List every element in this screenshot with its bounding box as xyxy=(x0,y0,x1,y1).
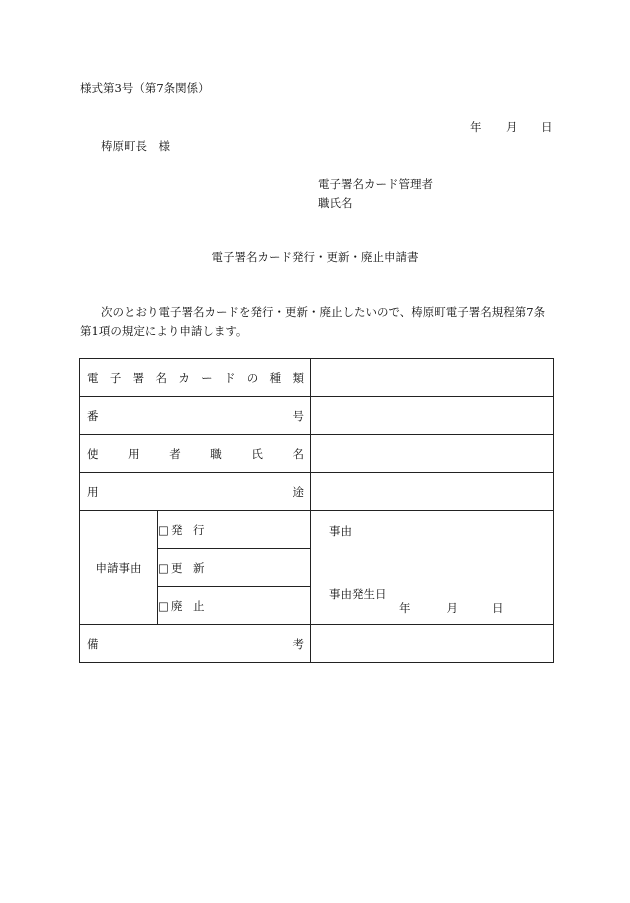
char: 途 xyxy=(292,484,304,499)
row-remarks xyxy=(80,625,554,663)
label-number xyxy=(80,397,311,435)
char: 備 xyxy=(87,636,99,651)
char: の xyxy=(246,370,259,385)
option-issue[interactable] xyxy=(158,511,311,549)
reason-detail-label: 事由 xyxy=(329,524,352,538)
option-renew[interactable] xyxy=(158,549,311,587)
option-char: 更 xyxy=(171,560,183,575)
char: 考 xyxy=(292,636,304,651)
char: 名 xyxy=(292,446,304,461)
checkbox-icon[interactable]: □ xyxy=(158,522,169,537)
char: 電 xyxy=(87,370,99,385)
occurrence-date-label: 事由発生日 xyxy=(329,587,387,601)
row-card-type xyxy=(80,359,554,397)
char: 氏 xyxy=(251,446,263,461)
char: 類 xyxy=(292,370,304,385)
field-card-type[interactable] xyxy=(311,359,554,397)
row-number xyxy=(80,397,554,435)
char: 用 xyxy=(128,446,140,461)
date-month-label: 月 xyxy=(506,120,518,134)
char: ド xyxy=(223,370,236,385)
char: 子 xyxy=(109,370,122,385)
label-user xyxy=(80,435,311,473)
option-abolish[interactable] xyxy=(158,587,311,625)
option-char: 行 xyxy=(193,522,205,537)
option-char: 新 xyxy=(193,560,205,575)
date-day-label: 日 xyxy=(541,120,553,134)
row-purpose xyxy=(80,473,554,511)
field-remarks[interactable] xyxy=(311,625,554,663)
label-purpose xyxy=(80,473,311,511)
checkbox-icon[interactable]: □ xyxy=(158,560,169,575)
application-table xyxy=(79,358,554,663)
date-year-label: 年 xyxy=(470,120,482,134)
occ-month: 月 xyxy=(446,601,458,615)
char: 用 xyxy=(87,484,99,499)
label-reason: 申請事由 xyxy=(80,511,158,625)
occ-day: 日 xyxy=(492,601,504,615)
char: 職 xyxy=(210,446,222,461)
char: 使 xyxy=(87,446,99,461)
issuer-name-label: 職氏名 xyxy=(318,196,353,210)
char: 番 xyxy=(87,408,99,423)
checkbox-icon[interactable]: □ xyxy=(158,598,169,613)
char: 名 xyxy=(155,370,167,385)
document-title: 電子署名カード発行・更新・廃止申請書 xyxy=(211,250,419,264)
option-char: 止 xyxy=(193,598,205,613)
reason-detail-cell[interactable] xyxy=(311,511,554,625)
form-number: 様式第3号（第7条関係） xyxy=(80,81,210,95)
field-number[interactable] xyxy=(311,397,554,435)
row-user xyxy=(80,435,554,473)
occ-year: 年 xyxy=(399,601,411,615)
addressee: 梼原町長 様 xyxy=(101,139,170,153)
field-user[interactable] xyxy=(311,435,554,473)
char: 者 xyxy=(169,446,181,461)
field-purpose[interactable] xyxy=(311,473,554,511)
option-char: 発 xyxy=(171,522,183,537)
issuer-block xyxy=(318,175,433,213)
char: カ xyxy=(178,370,190,385)
char: 署 xyxy=(132,370,145,385)
char: 号 xyxy=(292,408,304,423)
body-text: 次のとおり電子署名カードを発行・更新・廃止したいので、梼原町電子署名規程第7条第1項の規定により申請します。 xyxy=(80,305,546,338)
char: ー xyxy=(201,370,213,385)
row-reason-issue xyxy=(80,511,554,549)
occurrence-date xyxy=(399,600,504,616)
label-card-type xyxy=(80,359,311,397)
label-remarks xyxy=(80,625,311,663)
option-char: 廃 xyxy=(171,598,183,613)
body-paragraph xyxy=(80,303,554,341)
char: 種 xyxy=(269,370,282,385)
issuer-role: 電子署名カード管理者 xyxy=(318,177,433,191)
